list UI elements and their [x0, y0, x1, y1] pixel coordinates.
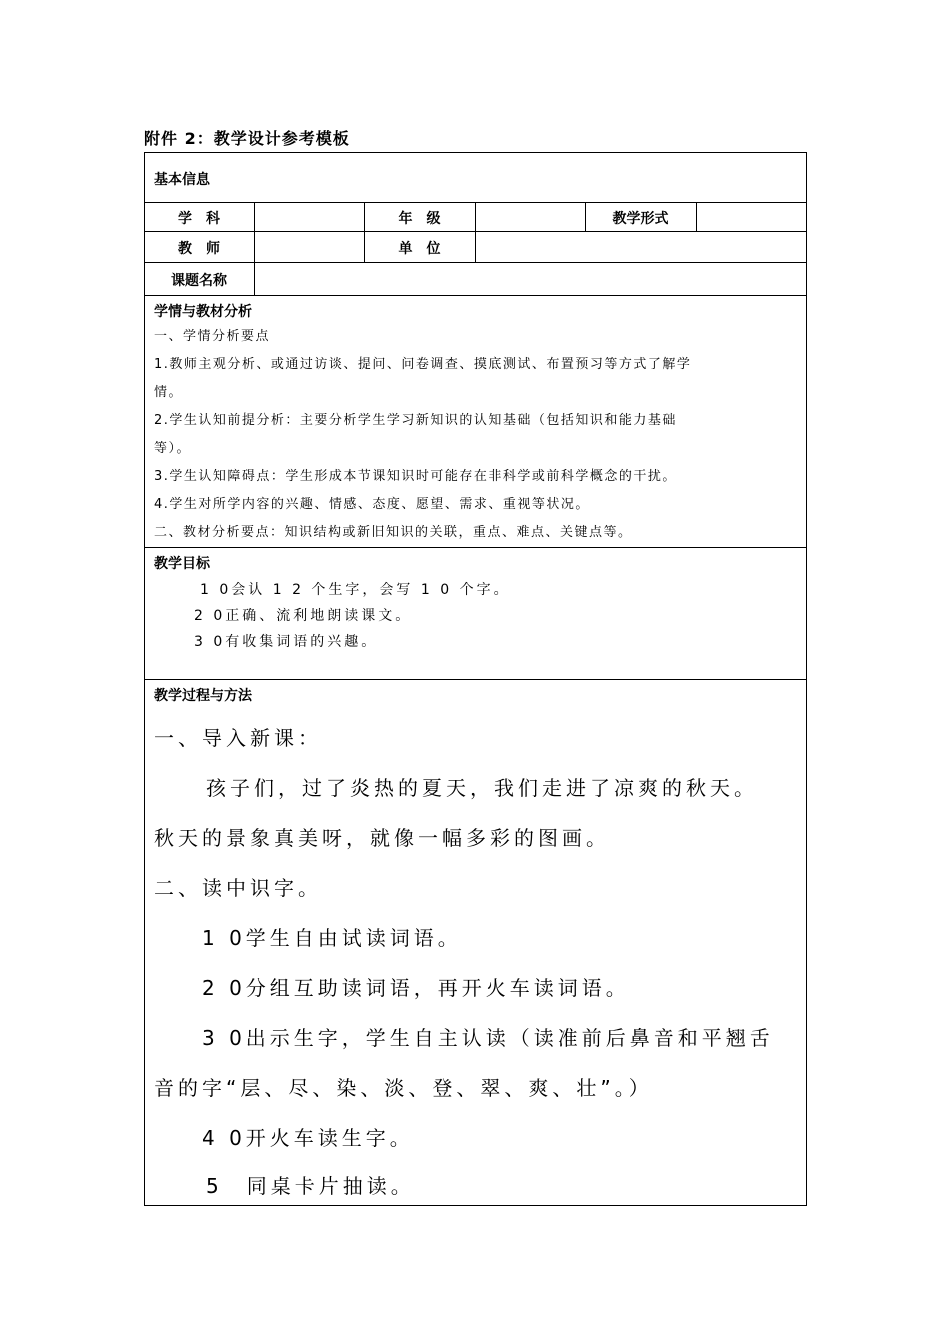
- table-border-bottom: [144, 1205, 807, 1206]
- column-divider: [475, 202, 476, 262]
- analysis-line: 二、教材分析要点：知识结构或新旧知识的关联，重点、难点、关键点等。: [154, 525, 633, 540]
- process-line: 二、读中识字。: [154, 876, 322, 900]
- grade-label: 年 级: [398, 211, 441, 227]
- column-divider: [254, 202, 255, 295]
- topic-label: 课题名称: [171, 273, 227, 289]
- analysis-line: 2.学生认知前提分析：主要分析学生学习新知识的认知基础（包括知识和能力基础: [154, 413, 677, 428]
- document-title: 附件 2：教学设计参考模板: [144, 129, 350, 148]
- table-border-left: [144, 152, 145, 1206]
- goals-heading: 教学目标: [154, 556, 210, 572]
- analysis-line: 4.学生对所学内容的兴趣、情感、态度、愿望、需求、重视等状况。: [154, 497, 590, 512]
- goal-item: 2 0正确、流利地朗读课文。: [194, 608, 413, 624]
- process-line: 3 0出示生字，学生自主认读（读准前后鼻音和平翘舌: [202, 1026, 774, 1050]
- process-line: 秋天的景象真美呀，就像一幅多彩的图画。: [154, 826, 610, 850]
- process-line: 音的字“层、尽、染、淡、登、翠、爽、壮”。）: [154, 1076, 653, 1100]
- process-line: 孩子们，过了炎热的夏天，我们走进了凉爽的秋天。: [206, 776, 758, 800]
- analysis-line: 等）。: [154, 441, 192, 456]
- process-line: 一、导入新课：: [154, 726, 322, 750]
- table-border-right: [806, 152, 807, 1206]
- table-border-top: [144, 152, 807, 153]
- goal-item: 3 0有收集词语的兴趣。: [194, 634, 379, 650]
- goal-item: 1 0会认 1 2 个生字，会写 1 0 个字。: [200, 582, 511, 598]
- analysis-line: 情。: [154, 385, 184, 400]
- analysis-heading: 学情与教材分析: [154, 304, 252, 320]
- row-divider: [144, 547, 807, 548]
- unit-label: 单 位: [398, 241, 441, 257]
- row-divider: [144, 262, 807, 263]
- lesson-plan-table: [144, 152, 807, 1206]
- teaching-form-label: 教学形式: [612, 211, 669, 227]
- analysis-line: 3.学生认知障碍点：学生形成本节课知识时可能存在非科学或前科学概念的干扰。: [154, 469, 677, 484]
- analysis-line: 1.教师主观分析、或通过访谈、提问、问卷调查、摸底测试、布置预习等方式了解学: [154, 357, 692, 372]
- column-divider: [696, 202, 697, 231]
- process-line: 5 同桌卡片抽读。: [206, 1174, 415, 1198]
- subject-label: 学 科: [178, 211, 220, 227]
- process-heading: 教学过程与方法: [154, 688, 252, 704]
- process-line: 4 0开火车读生字。: [202, 1126, 414, 1150]
- process-line: 1 0学生自由试读词语。: [202, 926, 462, 950]
- row-divider: [144, 679, 807, 680]
- analysis-line: 一、学情分析要点: [154, 329, 271, 344]
- teacher-label: 教 师: [178, 241, 220, 257]
- process-line: 2 0分组互助读词语，再开火车读词语。: [202, 976, 630, 1000]
- row-divider: [144, 295, 807, 296]
- basic-info-heading: 基本信息: [154, 172, 210, 188]
